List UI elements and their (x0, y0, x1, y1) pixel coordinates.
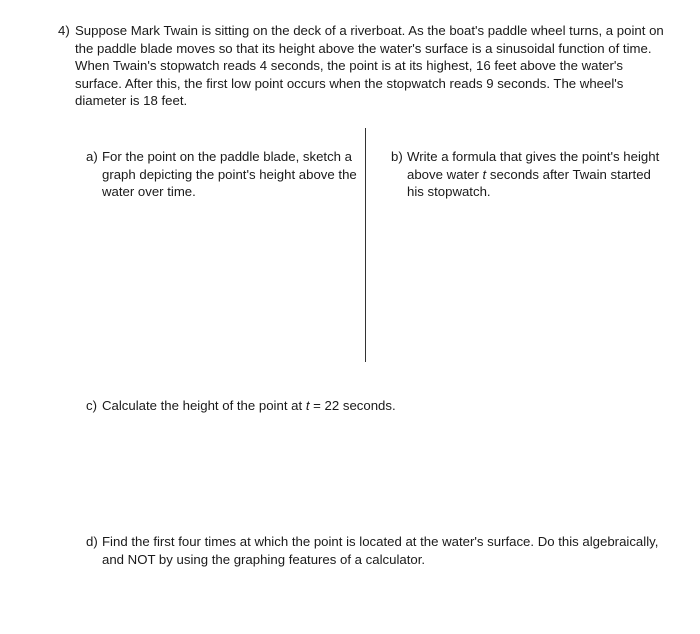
problem-statement (58, 22, 678, 110)
part-b-variable: t (482, 166, 487, 182)
part-c-text-after: = 22 seconds. (309, 398, 396, 413)
part-c-label: c) (86, 398, 97, 413)
part-b-label: b) (391, 149, 403, 164)
part-b-text (407, 148, 671, 201)
part-b-text-before: Write a formula that gives the point's height above water (407, 149, 660, 182)
part-a-label: a) (86, 149, 98, 164)
part-d (86, 533, 666, 568)
part-a (86, 148, 366, 201)
part-d-text: Find the first four times at which the point is located at the water's surface. Do this algebraically, and NOT by using the graphing features of a calculator. (102, 534, 659, 567)
part-d-label: d) (86, 534, 98, 549)
column-divider (365, 128, 366, 362)
part-c-variable: t (305, 398, 310, 413)
problem-text: Suppose Mark Twain is sitting on the deck of a riverboat. As the boat's paddle wheel turns, a point on the paddle blade moves so that its height above the water's surface is a sinusoidal function of time. When Twain's stopwatch reads 4 seconds, the point is at its highest, 16 feet above the water's surface. After this, the first low point occurs when the stopwatch reads 9 seconds. The wheel's diameter is 18 feet. (75, 23, 664, 109)
part-c (86, 397, 486, 415)
part-b (391, 148, 671, 201)
part-b-text-after: seconds after Twain started his stopwatch. (407, 166, 651, 200)
part-a-text: For the point on the paddle blade, sketch a graph depicting the point's height above the water over time. (102, 149, 357, 200)
part-c-text-before: Calculate the height of the point at (102, 398, 306, 413)
problem-number: 4) (58, 23, 70, 38)
part-c-text (102, 397, 486, 415)
